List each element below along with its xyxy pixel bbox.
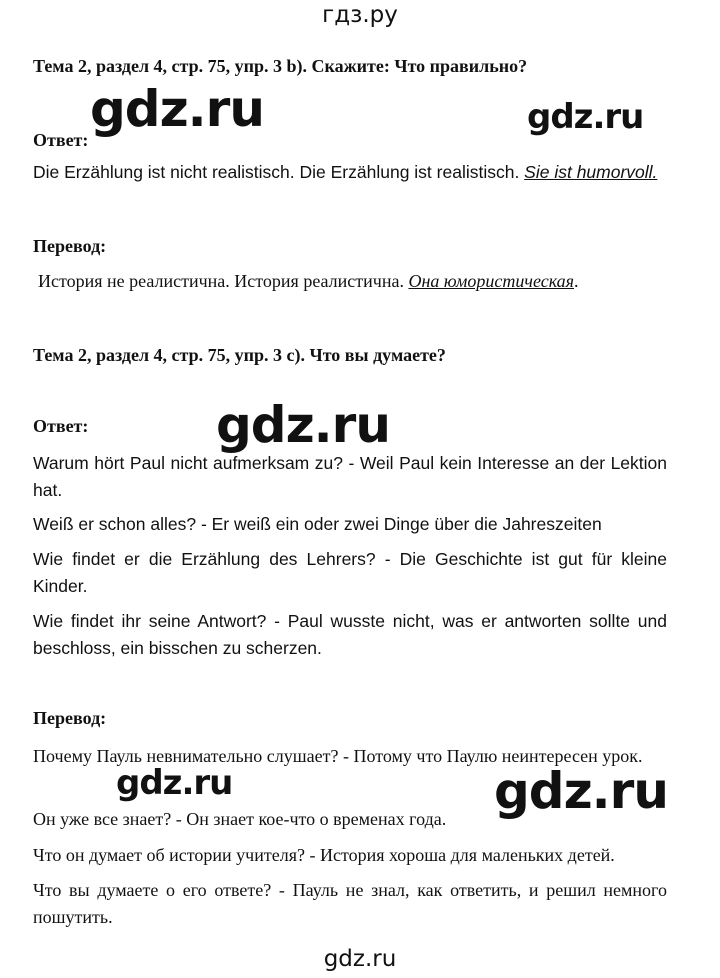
watermark: gdz.ru — [216, 396, 390, 454]
translation-line: Что он думает об истории учителя? - История хороша для маленьких детей. — [33, 845, 615, 865]
section1-translation — [38, 268, 678, 295]
answer-line: Warum hört Paul nicht aufmerksam zu? - Weil Paul kein Interesse an der Lektion hat. — [33, 453, 667, 500]
translation-suffix: . — [574, 271, 579, 291]
answer-line: Wie findet ihr seine Antwort? - Paul wusste nicht, was er antworten sollte und beschloss, ein bisschen zu scherzen. — [33, 611, 667, 658]
answer-text: Die Erzählung ist nicht realistisch. Die Erzählung ist realistisch. — [33, 162, 525, 182]
translation-label: Перевод: — [33, 708, 107, 728]
answer-label: Ответ: — [33, 130, 89, 150]
answer-line: Weiß er schon alles? - Er weiß ein oder zwei Dinge über die Jahreszeiten — [33, 514, 602, 534]
translation-label: Перевод: — [33, 236, 107, 256]
translation-line: Что вы думаете о его ответе? - Пауль не знал, как ответить, и решил немного пошутить. — [33, 880, 667, 927]
footer-watermark: gdz.ru — [323, 946, 397, 972]
watermark: gdz.ru — [494, 762, 668, 820]
translation-line: Почему Пауль невнимательно слушает? - Потому что Паулю неинтересен урок. — [33, 746, 643, 766]
site-header: гдз.ру — [322, 2, 398, 28]
answer-line: Wie findet er die Erzählung des Lehrers? - Die Geschichte ist gut für kleine Kinder. — [33, 549, 667, 596]
section2-heading: Тема 2, раздел 4, стр. 75, упр. 3 c). Что вы думаете? — [33, 345, 446, 365]
answer-label: Ответ: — [33, 416, 89, 436]
selected-translation: Она юмористическая — [408, 271, 575, 291]
watermark: gdz.ru — [116, 763, 233, 803]
section1-heading: Тема 2, раздел 4, стр. 75, упр. 3 b). Скажите: Что правильно? — [33, 56, 528, 76]
selected-answer: Sie ist humorvoll. — [524, 162, 658, 182]
watermark: gdz.ru — [527, 97, 644, 137]
section1-answer — [33, 159, 693, 186]
watermark: gdz.ru — [90, 80, 264, 138]
translation-line: Он уже все знает? - Он знает кое-что о временах года. — [33, 809, 447, 829]
translation-text: История не реалистична. История реалистична. — [38, 271, 409, 291]
